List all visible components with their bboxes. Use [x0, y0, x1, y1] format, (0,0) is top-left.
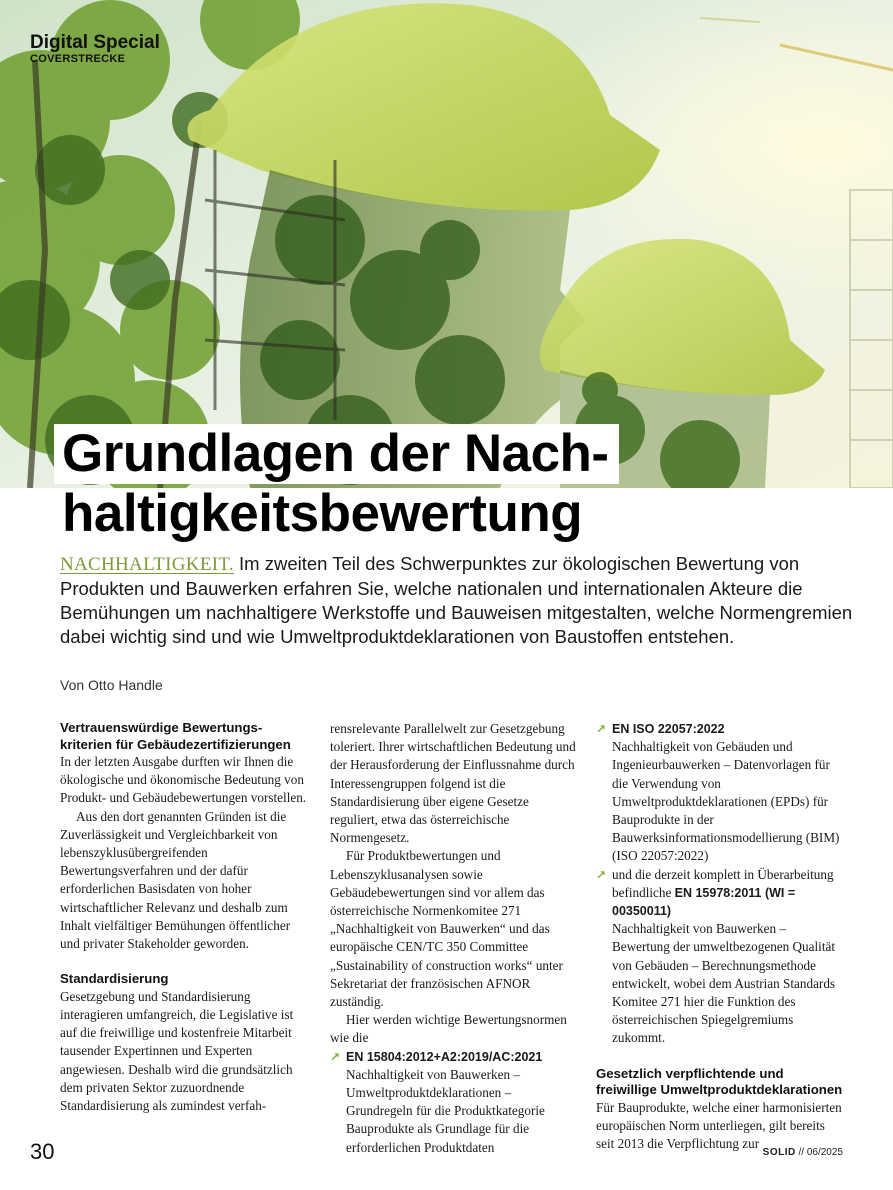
lead-paragraph	[60, 552, 860, 649]
norm-code: EN 15978:2011 (WI = 00350011)	[612, 885, 796, 919]
paragraph: Gesetzgebung und Standardisierung interagieren umfangreich, die Legislative ist auf die freiwillige und kostenfreie Mitarbeit tausender Expertinnen und Experten angewiesen. Deshalb wird die grundsätzlich dem privaten Sektor zuzuordnende Standardisierung als zumindest verfah-	[60, 988, 294, 1113]
hero-image	[0, 0, 893, 488]
arrow-up-right-icon: ↗	[330, 1049, 341, 1064]
footer-brand: SOLID	[762, 1147, 796, 1158]
kicker-subtitle: COVERSTRECKE	[30, 53, 126, 65]
paragraph: Für Bauprodukte, welche einer harmonisierten europäischen Norm unterliegen, gilt bereits seit 2013 die Verpflichtung zur	[596, 1099, 842, 1152]
footer-issue-date: 06/2025	[806, 1147, 843, 1158]
headline-line-2: haltigkeitsbewertung	[62, 484, 583, 543]
subheading-bewertungskriterien: Vertrauenswürdige Bewertungs-kriterien für Gebäudezertifizierungen	[60, 720, 291, 752]
arrow-up-right-icon: ↗	[596, 867, 607, 882]
footer-issue	[763, 1147, 843, 1158]
norm-list-item	[330, 1048, 576, 1157]
paragraph: Für Produktbewertungen und Lebenszyklusanalysen sowie Gebäudebewertungen sind vor allem das österreichische Normenkomitee 271 „Nachhaltigkeit von Bauwerken“ und das europäische CEN/TC 350 Committee „Sustainability of construction works“ unter Sekretariat der französischen AFNOR zuständig.	[330, 848, 563, 1010]
norm-description: Nachhaltigkeit von Bauwerken – Bewertung der umweltbezogenen Qualität von Gebäuden – Berechnungsmethode entwickelt, wobei dem Austrian Standards Komitee 271 hier die Funktion des österreichischen Spiegelgremiums zukommt.	[612, 921, 836, 1046]
norm-description: Nachhaltigkeit von Gebäuden und Ingenieurbauwerken – Datenvorlagen für die Verwendung von Umweltproduktdeklarationen (EPDs) für Bauprodukte in der Bauwerksinformationsmodellierung (BIM) (ISO 22057:2022)	[612, 739, 840, 864]
footer-separator: //	[795, 1147, 807, 1158]
headline-box	[54, 424, 619, 484]
text-column-3	[596, 720, 846, 1153]
text-column-2	[330, 720, 576, 1157]
norm-description: Nachhaltigkeit von Bauwerken – Umweltproduktdeklarationen – Grundregeln für die Produktkategorie Bauprodukte als Grundlage für die erforderlichen Produktdaten	[346, 1066, 545, 1155]
norm-list-item	[596, 720, 846, 866]
headline-line-1: Grundlagen der Nach-	[62, 424, 609, 483]
lead-text: Im zweiten Teil des Schwerpunktes zur ökologischen Bewertung von Produkten und Bauwerken erfahren Sie, welche nationalen und internationalen Akteure die Bemühungen um nachhaltigere Werkstoffe und Bauweisen mitgestalten, welche Normengremien dabei wichtig sind und wie Umweltproduktdeklarationen von Baustoffen entstehen.	[60, 553, 853, 647]
paragraph: In der letzten Ausgabe durften wir Ihnen die ökologische und ökonomische Bedeutung von Produkt- und Gebäudebewertungen vorstellen.	[60, 754, 307, 806]
arrow-up-right-icon: ↗	[596, 722, 607, 736]
norm-intro: und die derzeit komplett in Überarbeitung befindliche	[612, 866, 834, 900]
paragraph: rensrelevante Parallelwelt zur Gesetzgebung toleriert. Ihrer wirtschaftlichen Bedeutung und der Herausforderung der Einflussnahme durch Interessengruppen folgend ist die Standardisierung über eigene Gesetze reguliert, etwa das österreichische Normengesetz.	[330, 721, 576, 846]
author-byline: Von Otto Handle	[60, 677, 163, 693]
lead-tag: NACHHALTIGKEIT.	[60, 554, 234, 575]
norm-code: EN 15804:2012+A2:2019/AC:2021	[346, 1049, 543, 1064]
subheading-umweltproduktdeklarationen: Gesetzlich verpflichtende und freiwillige Umweltproduktdeklarationen	[596, 1065, 843, 1098]
paragraph: Hier werden wichtige Bewertungsnormen wie die	[330, 1012, 567, 1046]
norm-list-item	[596, 866, 846, 1048]
kicker-title: Digital Special	[30, 32, 160, 53]
page-number: 30	[30, 1139, 55, 1164]
section-kicker	[30, 33, 160, 66]
text-column-1	[60, 720, 308, 1115]
subheading-standardisierung: Standardisierung	[60, 971, 169, 987]
paragraph: Aus den dort genannten Gründen ist die Zuverlässigkeit und Vergleichbarkeit von lebenszyklusübergreifenden Bewertungsverfahren und der dafür erforderlichen Basisdaten von hoher wirtschaftlicher Relevanz und deshalb zum Inhalt vielfältiger Bemühungen öffentlicher und privater Stakeholder geworden.	[60, 808, 291, 952]
norm-code: EN ISO 22057:2022	[612, 722, 725, 736]
